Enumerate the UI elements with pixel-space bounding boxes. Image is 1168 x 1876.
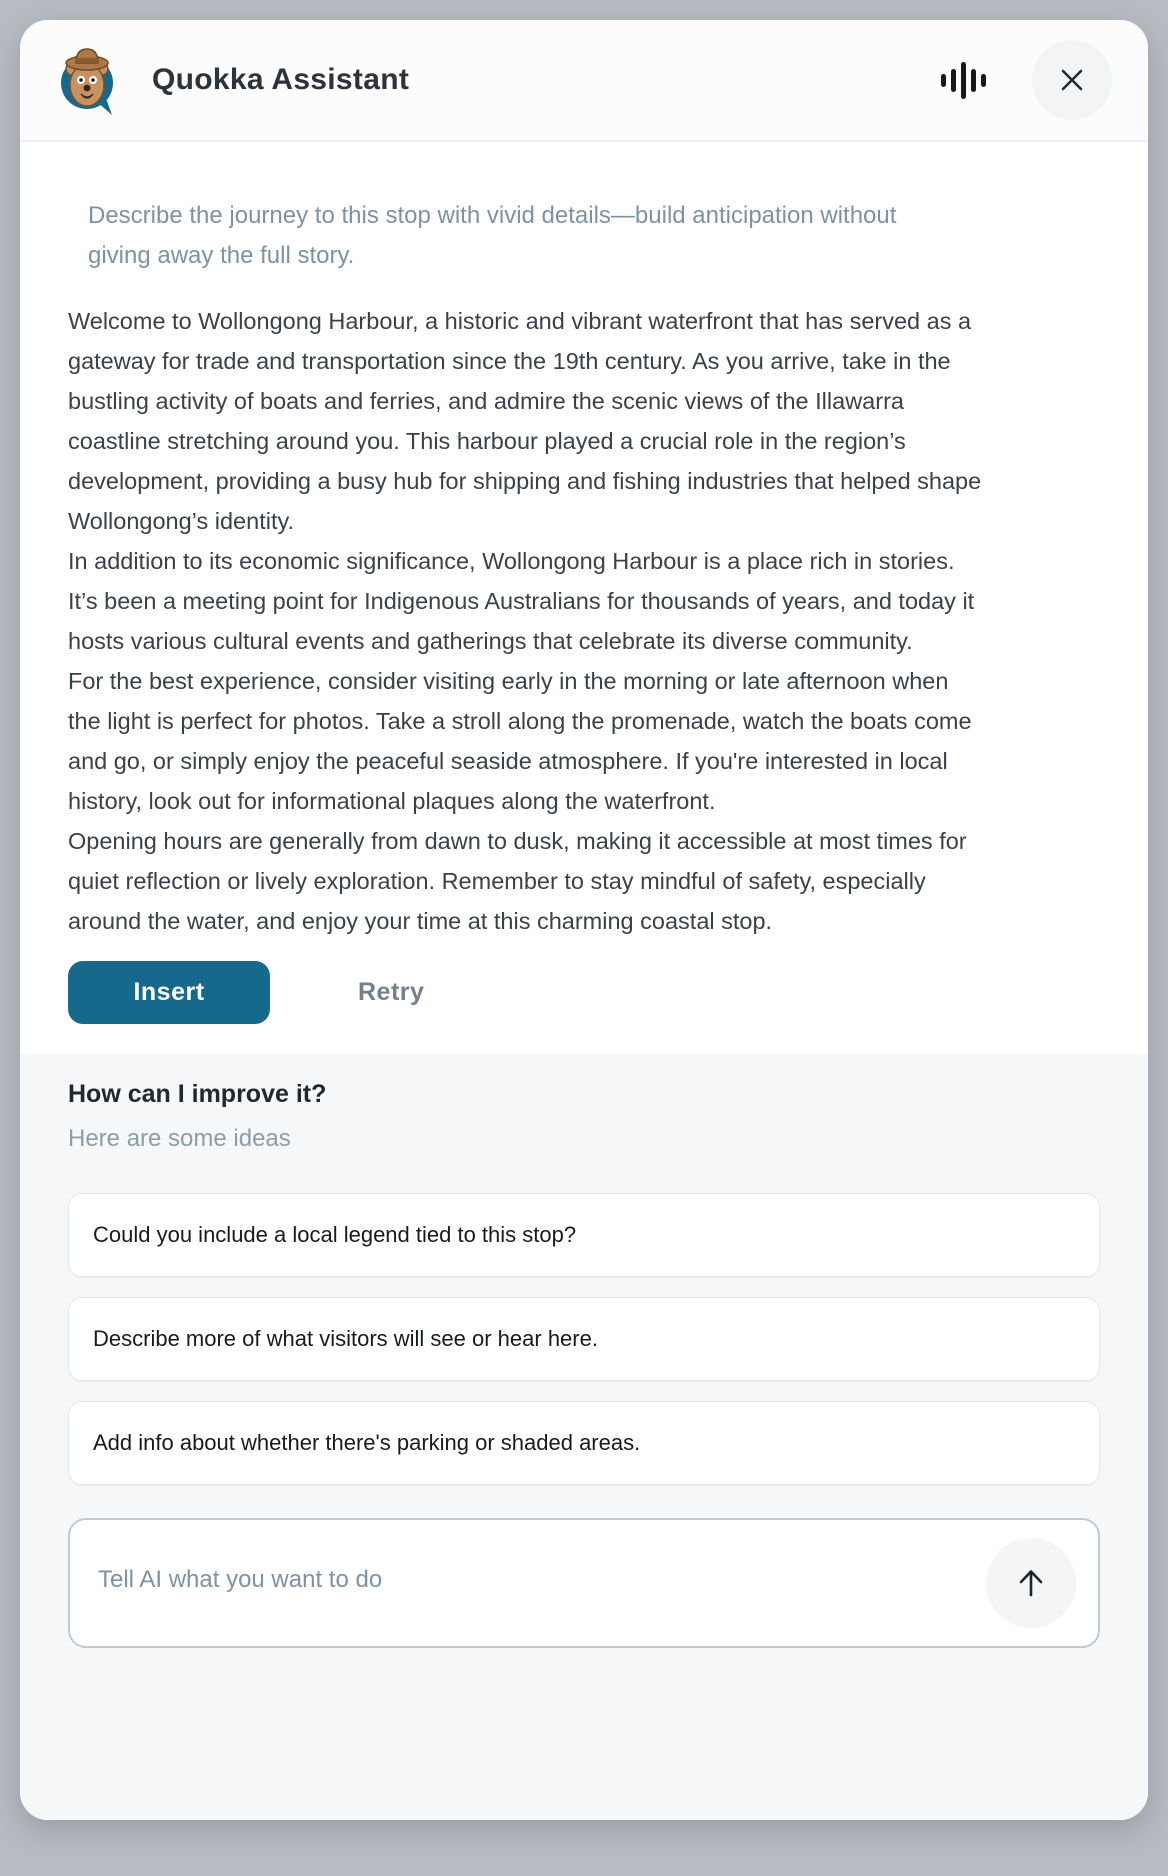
conversation-area [20, 142, 1148, 1054]
close-icon [1057, 65, 1087, 95]
panel-title: Quokka Assistant [152, 63, 410, 96]
response-paragraph: For the best experience, consider visiting early in the morning or late afternoon when the light is perfect for photos. Take a stroll along the promenade, watch the boats come and go, or simply enjoy the peaceful seaside atmosphere. If you're interested in local history, look out for informational plaques along the waterfront. [68, 668, 972, 814]
improve-heading: How can I improve it? [68, 1080, 327, 1108]
close-button[interactable] [1032, 40, 1112, 120]
arrow-up-icon [1012, 1564, 1050, 1602]
suggestion-card[interactable]: Describe more of what visitors will see or hear here. [68, 1297, 1100, 1381]
response-actions [68, 961, 1100, 1024]
improve-subheading: Here are some ideas [68, 1125, 291, 1152]
response-paragraph: In addition to its economic significance, Wollongong Harbour is a place rich in stories. It’s been a meeting point for Indigenous Australians for thousands of years, and today it hosts various cultural events and gatherings that celebrate its diverse community. [68, 548, 975, 654]
suggestion-list [68, 1193, 1100, 1485]
response-paragraph: Welcome to Wollongong Harbour, a historic and vibrant waterfront that has served as a gateway for trade and transportation since the 19th century. As you arrive, take in the bustling activity of boats and ferries, and admire the scenic views of the Illawarra coastline stretching around you. This harbour played a crucial role in the region’s development, providing a busy hub for shipping and fishing industries that helped shape Wollongong’s identity. [68, 308, 982, 534]
insert-button[interactable]: Insert [68, 961, 270, 1024]
retry-button[interactable]: Retry [358, 978, 425, 1006]
response-paragraph: Opening hours are generally from dawn to dusk, making it accessible at most times for quiet reflection or lively exploration. Remember to stay mindful of safety, especially around the water, and enjoy your time at this charming coastal stop. [68, 828, 967, 934]
ai-response-text [68, 301, 984, 941]
quokka-logo-icon [58, 43, 116, 117]
ai-instruction-input[interactable] [68, 1518, 1100, 1648]
suggestion-card[interactable]: Add info about whether there's parking or shaded areas. [68, 1401, 1100, 1485]
suggestion-card[interactable]: Could you include a local legend tied to this stop? [68, 1193, 1100, 1277]
improve-section [20, 1054, 1148, 1820]
composer [68, 1518, 1100, 1648]
user-prompt-text: Describe the journey to this stop with vivid details—build anticipation without giving away the full story. [88, 202, 897, 269]
send-button[interactable] [986, 1538, 1076, 1628]
panel-header [20, 20, 1148, 142]
voice-waveform-icon[interactable] [941, 60, 986, 100]
assistant-panel [20, 20, 1148, 1820]
